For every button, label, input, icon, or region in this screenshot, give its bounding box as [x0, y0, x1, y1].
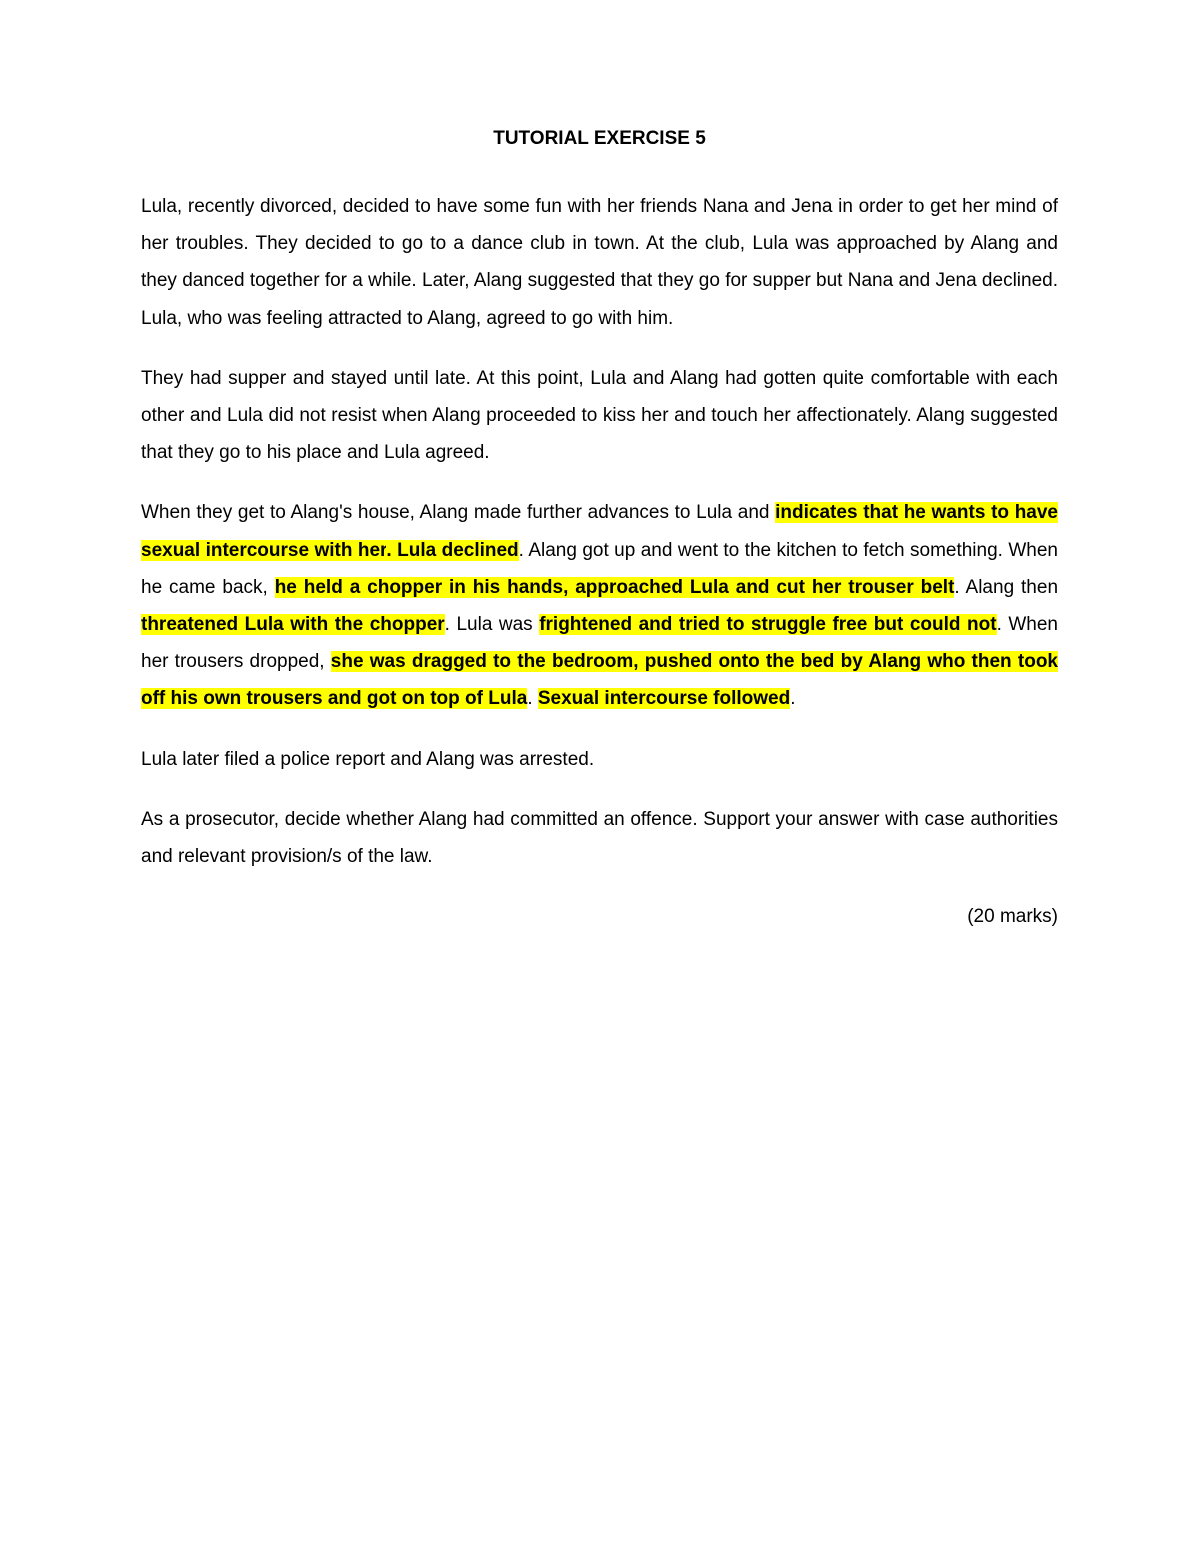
incident-text-5: . When her trousers dropped,: [141, 614, 1058, 673]
paragraph-report: Lula later filed a police report and Alang was arrested.: [141, 748, 595, 770]
paragraph-intro: Lula, recently divorced, decided to have some fun with her friends Nana and Jena in order to get her mind of her troubles. They decided to go to a dance club in town. At the club, Lula was approached by Alang and they danced together for a while. Later, Alang suggested that they go for supper but Nana and Jena declined. Lula, who was feeling attracted to Alang, agreed to go with him.: [141, 196, 1058, 329]
incident-text-7: .: [790, 688, 796, 710]
highlight-5: frightened and tried to struggle free but could not: [539, 614, 997, 636]
paragraph-incident: [141, 494, 1058, 717]
highlight-4: threatened Lula with the chopper: [141, 614, 445, 636]
incident-text-4: . Lula was: [444, 614, 540, 636]
highlight-6: she was dragged to the bedroom, pushed onto the bed by Alang who then took off his own trousers and got on top of Lula: [141, 651, 1058, 710]
highlight-3: he held a chopper in his hands, approached Lula and cut her trouser belt: [274, 576, 955, 598]
incident-text-1: When they get to Alang's house, Alang made further advances to Lula and: [141, 502, 776, 524]
highlight-2: . Lula declined: [386, 539, 519, 561]
highlight-7: Sexual intercourse followed: [537, 688, 791, 710]
document-title: TUTORIAL EXERCISE 5: [493, 128, 706, 149]
incident-text-2: . Alang got up and went to the kitchen to fetch something. When he came back,: [141, 539, 1058, 598]
paragraph-supper: They had supper and stayed until late. At this point, Lula and Alang had gotten quite comfortable with each other and Lula did not resist when Alang proceeded to kiss her and touch her affectionately. Alang suggested that they go to his place and Lula agreed.: [141, 367, 1058, 464]
marks-label: (20 marks): [967, 906, 1058, 928]
incident-text-6: .: [527, 688, 538, 710]
paragraph-question: As a prosecutor, decide whether Alang had committed an offence. Support your answer with case authorities and relevant provision/s of the law.: [141, 808, 1058, 868]
highlight-1: indicates that he wants to have sexual intercourse with her: [141, 502, 1059, 561]
incident-text-3: . Alang then: [954, 576, 1059, 598]
document-page: [141, 121, 1058, 935]
